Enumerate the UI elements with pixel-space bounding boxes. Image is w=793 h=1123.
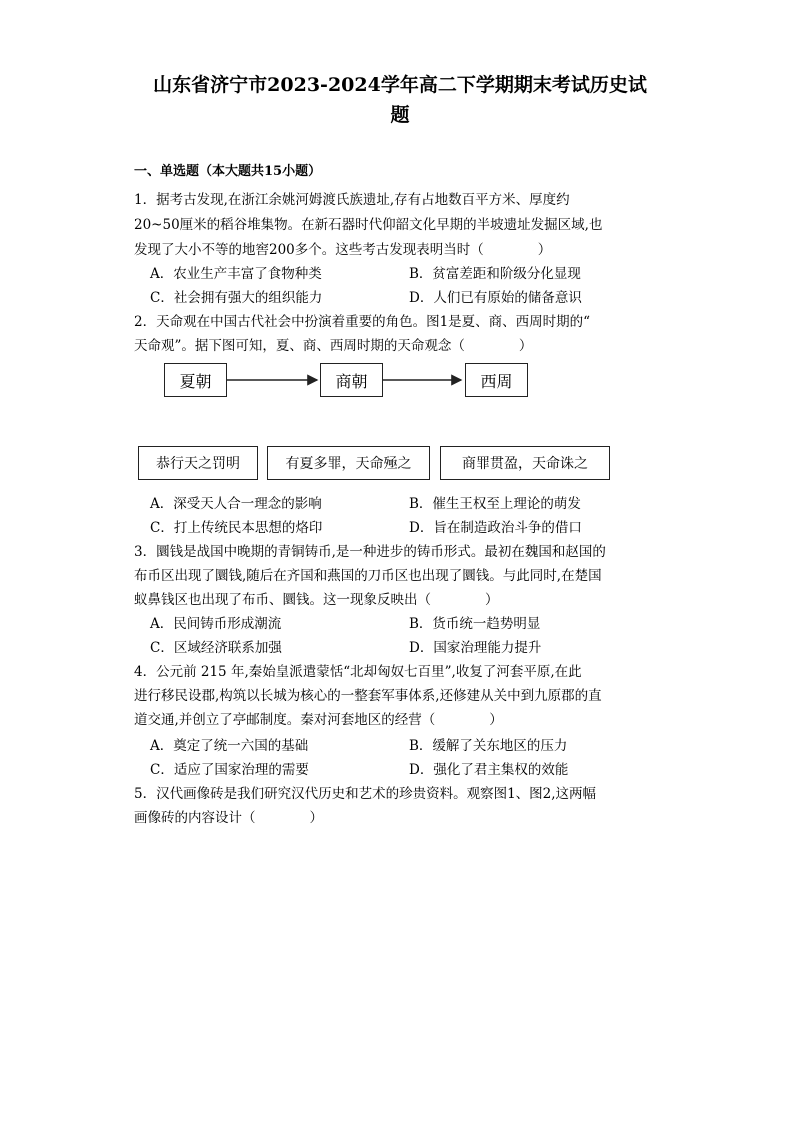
q2-line-1: 2．天命观在中国古代社会中扮演着重要的角色。图1是夏、商、西周时期的“ <box>134 314 591 330</box>
q3-option-d: D．国家治理能力提升 <box>409 640 542 656</box>
q5-line-1: 5．汉代画像砖是我们研究汉代历史和艺术的珍贵资料。观察图1、图2,这两幅 <box>134 786 597 802</box>
era-box-xia: 夏朝 <box>164 363 227 397</box>
q4-line-1: 4．公元前 215 年,秦始皇派遣蒙恬“北却匈奴七百里”,收复了河套平原,在此 <box>134 664 582 680</box>
q2-option-b: B．催生王权至上理论的萌发 <box>409 496 581 512</box>
q1-line-1: 1．据考古发现,在浙江余姚河姆渡氏族遗址,存有占地数百平方米、厚度约 <box>134 192 570 208</box>
q1-option-b: B．贫富差距和阶级分化显现 <box>409 266 581 282</box>
page-title <box>120 70 680 130</box>
q1-line-3: 发现了大小不等的地窖200多个。这些考古发现表明当时（ ） <box>134 242 552 258</box>
q2-line-2: 天命观”。据下图可知，夏、商、西周时期的天命观念（ ） <box>134 338 533 354</box>
section-heading: 一、单选题（本大题共15小题） <box>134 164 322 179</box>
q3-option-c: C．区域经济联系加强 <box>150 640 282 656</box>
q4-line-3: 道交通,并创立了亭邮制度。秦对河套地区的经营（ ） <box>134 712 503 728</box>
q2-option-c: C．打上传统民本思想的烙印 <box>150 520 323 536</box>
q1-option-d: D．人们已有原始的储备意识 <box>409 290 582 306</box>
tianming-diagram <box>130 360 620 485</box>
q2-option-a: A．深受天人合一理念的影响 <box>150 496 322 512</box>
q1-option-a: A．农业生产丰富了食物种类 <box>150 266 322 282</box>
q4-line-2: 进行移民设郡,构筑以长城为核心的一整套军事体系,还修建从关中到九原郡的直 <box>134 688 602 704</box>
q4-option-d: D．强化了君主集权的效能 <box>409 762 569 778</box>
note-box-xizhou: 商罪贯盈，天命诛之 <box>440 446 610 480</box>
q1-line-2: 20~50厘米的稻谷堆集物。在新石器时代仰韶文化早期的半坡遗址发掘区域,也 <box>134 217 603 233</box>
era-box-xizhou: 西周 <box>465 363 528 397</box>
title-line-1: 山东省济宁市2023-2024学年高二下学期期末考试历史试 <box>153 74 647 96</box>
q3-line-1: 3．圜钱是战国中晚期的青铜铸币,是一种进步的铸币形式。最初在魏国和赵国的 <box>134 544 606 560</box>
title-line-2: 题 <box>390 104 410 126</box>
q1-option-c: C．社会拥有强大的组织能力 <box>150 290 323 306</box>
era-box-shang: 商朝 <box>320 363 383 397</box>
q4-option-c: C．适应了国家治理的需要 <box>150 762 309 778</box>
q3-line-3: 蚁鼻钱区也出现了布币、圜钱。这一现象反映出（ ） <box>134 592 499 608</box>
note-box-xia: 恭行天之罚明 <box>138 446 258 480</box>
q3-option-a: A．民间铸币形成潮流 <box>150 616 282 632</box>
q2-option-d: D．旨在制造政治斗争的借口 <box>409 520 582 536</box>
q5-line-2: 画像砖的内容设计（ ） <box>134 810 323 826</box>
q3-option-b: B．货币统一趋势明显 <box>409 616 541 632</box>
q3-line-2: 布币区出现了圜钱,随后在齐国和燕国的刀币区也出现了圜钱。与此同时,在楚国 <box>134 568 602 584</box>
q4-option-b: B．缓解了关东地区的压力 <box>409 738 568 754</box>
note-box-shang: 有夏多罪，天命殛之 <box>267 446 430 480</box>
q4-option-a: A．奠定了统一六国的基础 <box>150 738 309 754</box>
